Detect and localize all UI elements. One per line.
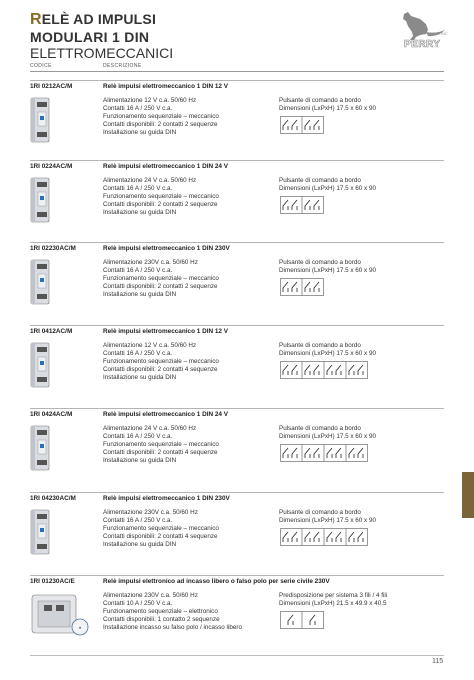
- extra-line: Pulsante di comando a bordo: [279, 425, 361, 432]
- product-code: 1RI 0224AC/M: [30, 163, 73, 170]
- product-row: [30, 411, 450, 491]
- spec-line: Contatti 16 A / 250 V c.a.: [103, 267, 173, 274]
- spec-line: Alimentazione 12 V c.a. 50/60 Hz: [103, 97, 197, 104]
- product-extra: [279, 259, 376, 275]
- spec-line: Contatti 16 A / 250 V c.a.: [103, 517, 173, 524]
- flush-mount-relay-image: [30, 587, 92, 639]
- perry-kangaroo-logo: [398, 10, 448, 50]
- spec-line: Contatti 16 A / 250 V c.a.: [103, 350, 173, 357]
- din-relay-image: [30, 337, 52, 389]
- extra-line: Dimensioni (LxPxH) 17.5 x 60 x 90: [279, 350, 376, 357]
- contact-sequence-diagram: [280, 196, 324, 214]
- spec-line: Funzionamento sequenziale – meccanico: [103, 193, 219, 200]
- extra-line: Pulsante di comando a bordo: [279, 97, 361, 104]
- spec-line: Contatti disponibili: 2 contatti 2 sequenze: [103, 121, 218, 128]
- spec-line: Funzionamento sequenziale – meccanico: [103, 525, 219, 532]
- product-row: [30, 83, 450, 163]
- product-code: 1RI 0424AC/M: [30, 411, 73, 418]
- din-relay-image: [30, 92, 52, 144]
- spec-line: Installazione su guida DIN: [103, 374, 177, 381]
- spec-line: Installazione su guida DIN: [103, 291, 177, 298]
- product-code: 1RI 02230AC/M: [30, 245, 76, 252]
- extra-line: Pulsante di comando a bordo: [279, 177, 361, 184]
- product-row: [30, 245, 450, 325]
- spec-line: Installazione su guida DIN: [103, 129, 177, 136]
- contact-sequence-diagram: [280, 528, 368, 546]
- product-specs: [103, 509, 219, 549]
- extra-line: Dimensioni (LxPxH) 17.5 x 60 x 90: [279, 267, 376, 274]
- spec-line: Alimentazione 24 V c.a. 50/60 Hz: [103, 177, 197, 184]
- spec-line: Funzionamento sequenziale – meccanico: [103, 275, 219, 282]
- page-title: [30, 12, 173, 60]
- title-line-2: MODULARI 1 DIN: [30, 29, 150, 45]
- extra-line: Dimensioni (LxPxH) 17.5 x 60 x 90: [279, 105, 376, 112]
- product-title: Relè impulsi elettromeccanico 1 DIN 12 V: [103, 83, 229, 90]
- contact-sequence-diagram: [280, 361, 368, 379]
- spec-line: Contatti disponibili: 2 contatti 2 sequenze: [103, 283, 218, 290]
- product-extra: [279, 592, 387, 608]
- title-line-3: ELETTROMECCANICI: [30, 45, 174, 61]
- product-extra: [279, 97, 376, 113]
- spec-line: Installazione su guida DIN: [103, 541, 177, 548]
- column-header-description: DESCRIZIONE: [103, 63, 142, 69]
- extra-line: Dimensioni (LxPxH) 17.5 x 60 x 90: [279, 433, 376, 440]
- product-specs: [103, 177, 219, 217]
- spec-line: Contatti disponibili: 2 contatti 4 sequenze: [103, 533, 218, 540]
- product-specs: [103, 342, 219, 382]
- spec-line: Alimentazione 230V c.a. 50/60 Hz: [103, 592, 198, 599]
- spec-line: Contatti 16 A / 250 V c.a.: [103, 105, 173, 112]
- row-divider: [30, 80, 444, 81]
- spec-line: Funzionamento sequenziale – meccanico: [103, 113, 219, 120]
- din-relay-image: [30, 254, 52, 306]
- spec-line: Alimentazione 24 V c.a. 50/60 Hz: [103, 425, 197, 432]
- product-specs: [103, 259, 219, 299]
- product-extra: [279, 342, 376, 358]
- spec-line: Contatti disponibili: 2 contatti 4 sequenze: [103, 449, 218, 456]
- logo-sub-text: ELECTRIC: [428, 31, 448, 36]
- din-relay-image: [30, 420, 52, 472]
- product-extra: [279, 509, 376, 525]
- svg-text:★: ★: [78, 625, 82, 630]
- product-row: [30, 163, 450, 243]
- product-specs: [103, 592, 242, 632]
- spec-line: Contatti 16 A / 250 V c.a.: [103, 433, 173, 440]
- header-divider: [30, 71, 444, 72]
- spec-line: Alimentazione 12 V c.a. 50/60 Hz: [103, 342, 197, 349]
- spec-line: Funzionamento sequenziale – meccanico: [103, 358, 219, 365]
- product-title: Relè impulsi elettromeccanico 1 DIN 230V: [103, 495, 230, 502]
- spec-line: Contatti disponibili: 1 contatto 2 sequenze: [103, 616, 220, 623]
- row-divider: [30, 325, 444, 326]
- product-code: 1RI 04230AC/M: [30, 495, 76, 502]
- spec-line: Alimentazione 230V c.a. 50/60 Hz: [103, 509, 198, 516]
- title-rest: ELÈ AD IMPULSI: [41, 11, 157, 27]
- product-title: Relè impulsi elettromeccanico 1 DIN 12 V: [103, 328, 229, 335]
- row-divider: [30, 160, 444, 161]
- din-relay-image: [30, 504, 52, 556]
- product-code: 1RI 01230AC/E: [30, 578, 75, 585]
- product-title: Relè impulsi elettromeccanico 1 DIN 24 V: [103, 163, 229, 170]
- footer-divider: [30, 655, 444, 656]
- spec-line: Contatti disponibili: 2 contatti 4 sequenze: [103, 366, 218, 373]
- section-side-tab: [462, 472, 474, 518]
- product-code: 1RI 0212AC/M: [30, 83, 73, 90]
- spec-line: Contatti 16 A / 250 V c.a.: [103, 185, 173, 192]
- product-extra: [279, 425, 376, 441]
- spec-line: Installazione su guida DIN: [103, 209, 177, 216]
- row-divider: [30, 492, 444, 493]
- extra-line: Dimensioni (LxPxH) 17.5 x 60 x 90: [279, 185, 376, 192]
- row-divider: [30, 408, 444, 409]
- title-line-1: [30, 12, 173, 28]
- product-code: 1RI 0412AC/M: [30, 328, 73, 335]
- row-divider: [30, 575, 444, 576]
- product-extra: [279, 177, 376, 193]
- product-title: Relè impulsi elettromeccanico 1 DIN 24 V: [103, 411, 229, 418]
- column-header-code: CODICE: [30, 63, 52, 69]
- spec-line: Contatti disponibili: 2 contatti 2 sequenze: [103, 201, 218, 208]
- contact-sequence-diagram: [280, 116, 324, 134]
- product-specs: [103, 425, 219, 465]
- row-divider: [30, 242, 444, 243]
- title-initial: R: [30, 11, 42, 28]
- logo-word: PERRY: [404, 39, 441, 50]
- product-specs: [103, 97, 219, 137]
- spec-line: Alimentazione 230V c.a. 50/60 Hz: [103, 259, 198, 266]
- product-row: [30, 328, 450, 408]
- spec-line: Funzionamento sequenziale – elettronico: [103, 608, 218, 615]
- product-title: Relè impulsi elettromeccanico 1 DIN 230V: [103, 245, 230, 252]
- spec-line: Installazione incasso su falso polo / incasso libero: [103, 624, 242, 631]
- din-relay-image: [30, 172, 52, 224]
- extra-line: Pulsante di comando a bordo: [279, 342, 361, 349]
- extra-line: Pulsante di comando a bordo: [279, 509, 361, 516]
- extra-line: Predisposizione per sistema 3 fili / 4 fili: [279, 592, 388, 599]
- product-row: [30, 578, 450, 658]
- product-row: [30, 495, 450, 575]
- spec-line: Contatti 10 A / 250 V c.a.: [103, 600, 173, 607]
- extra-line: Dimensioni (LxPxH) 17.5 x 60 x 90: [279, 517, 376, 524]
- contact-sequence-diagram: [280, 278, 324, 296]
- contact-sequence-diagram: [280, 444, 368, 462]
- extra-line: Dimensioni (LxPxH) 21.5 x 49.9 x 40.5: [279, 600, 387, 607]
- spec-line: Funzionamento sequenziale – meccanico: [103, 441, 219, 448]
- extra-line: Pulsante di comando a bordo: [279, 259, 361, 266]
- product-title: Relè impulsi elettronico ad incasso libero o falso polo per serie civile 230V: [103, 578, 330, 585]
- spec-line: Installazione su guida DIN: [103, 457, 177, 464]
- page-number: 115: [432, 658, 444, 665]
- contact-sequence-diagram: [280, 611, 324, 629]
